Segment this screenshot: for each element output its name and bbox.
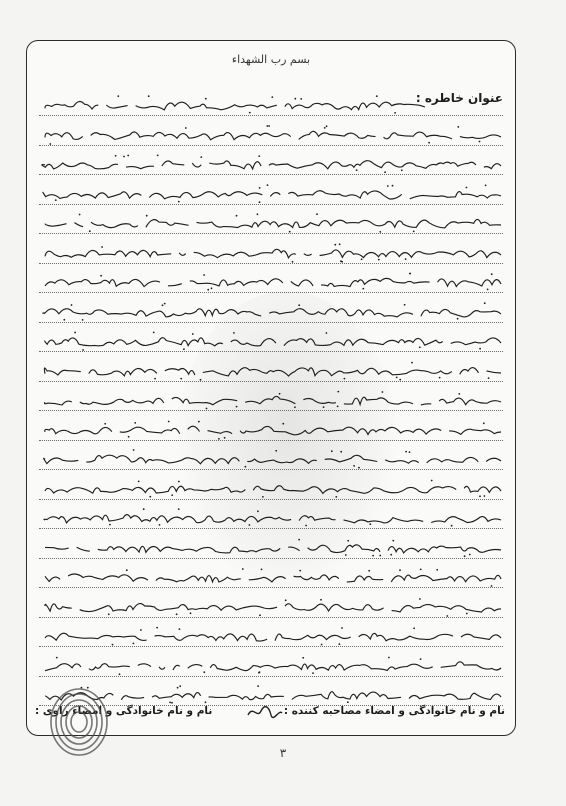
handwriting-scribble bbox=[39, 418, 505, 440]
handwritten-line bbox=[39, 211, 503, 234]
handwritten-line bbox=[39, 536, 503, 559]
interviewer-signature-label: نام و نام خانوادگی و امضاء مصاحبه کننده : bbox=[283, 705, 505, 717]
handwritten-line bbox=[39, 595, 503, 618]
handwriting-scribble bbox=[39, 359, 505, 381]
handwriting-area bbox=[39, 41, 503, 735]
handwriting-scribble bbox=[39, 447, 505, 469]
handwritten-line bbox=[39, 359, 503, 382]
handwriting-scribble bbox=[39, 536, 505, 558]
handwritten-line bbox=[39, 477, 503, 500]
handwritten-line bbox=[39, 329, 503, 352]
handwriting-scribble bbox=[39, 241, 505, 263]
page-number: ۳ bbox=[279, 746, 287, 760]
handwriting-scribble bbox=[39, 300, 505, 322]
handwritten-line bbox=[39, 300, 503, 323]
handwriting-scribble bbox=[39, 565, 505, 587]
form-sheet bbox=[26, 40, 516, 736]
handwritten-line bbox=[39, 93, 503, 116]
handwritten-line bbox=[39, 152, 503, 175]
memoir-title-label: عنوان خاطره : bbox=[415, 91, 503, 105]
interviewer-signature-icon bbox=[245, 701, 285, 723]
handwriting-scribble bbox=[39, 506, 505, 528]
narrator-signature-label: نام و نام خانوادگی و امضاء راوی : bbox=[35, 705, 213, 717]
handwriting-scribble bbox=[39, 477, 505, 499]
handwritten-line bbox=[39, 388, 503, 411]
handwritten-line bbox=[39, 565, 503, 588]
handwriting-scribble bbox=[39, 388, 505, 410]
handwritten-line bbox=[39, 624, 503, 647]
handwritten-line bbox=[39, 418, 503, 441]
handwriting-scribble bbox=[39, 329, 505, 351]
handwriting-scribble bbox=[39, 182, 505, 204]
handwritten-line bbox=[39, 241, 503, 264]
handwritten-line bbox=[39, 654, 503, 677]
handwriting-scribble bbox=[39, 624, 505, 646]
handwritten-line bbox=[39, 447, 503, 470]
handwriting-scribble bbox=[39, 211, 505, 233]
handwriting-scribble bbox=[39, 123, 505, 145]
handwriting-scribble bbox=[39, 595, 505, 617]
handwriting-scribble bbox=[39, 152, 505, 174]
handwritten-line bbox=[39, 182, 503, 205]
handwritten-line bbox=[39, 270, 503, 293]
handwriting-scribble bbox=[39, 270, 505, 292]
handwritten-line bbox=[39, 123, 503, 146]
handwritten-line bbox=[39, 506, 503, 529]
handwriting-scribble bbox=[39, 93, 505, 115]
handwriting-scribble bbox=[39, 654, 505, 676]
basmala-header: بسم رب الشهداء bbox=[231, 53, 311, 66]
